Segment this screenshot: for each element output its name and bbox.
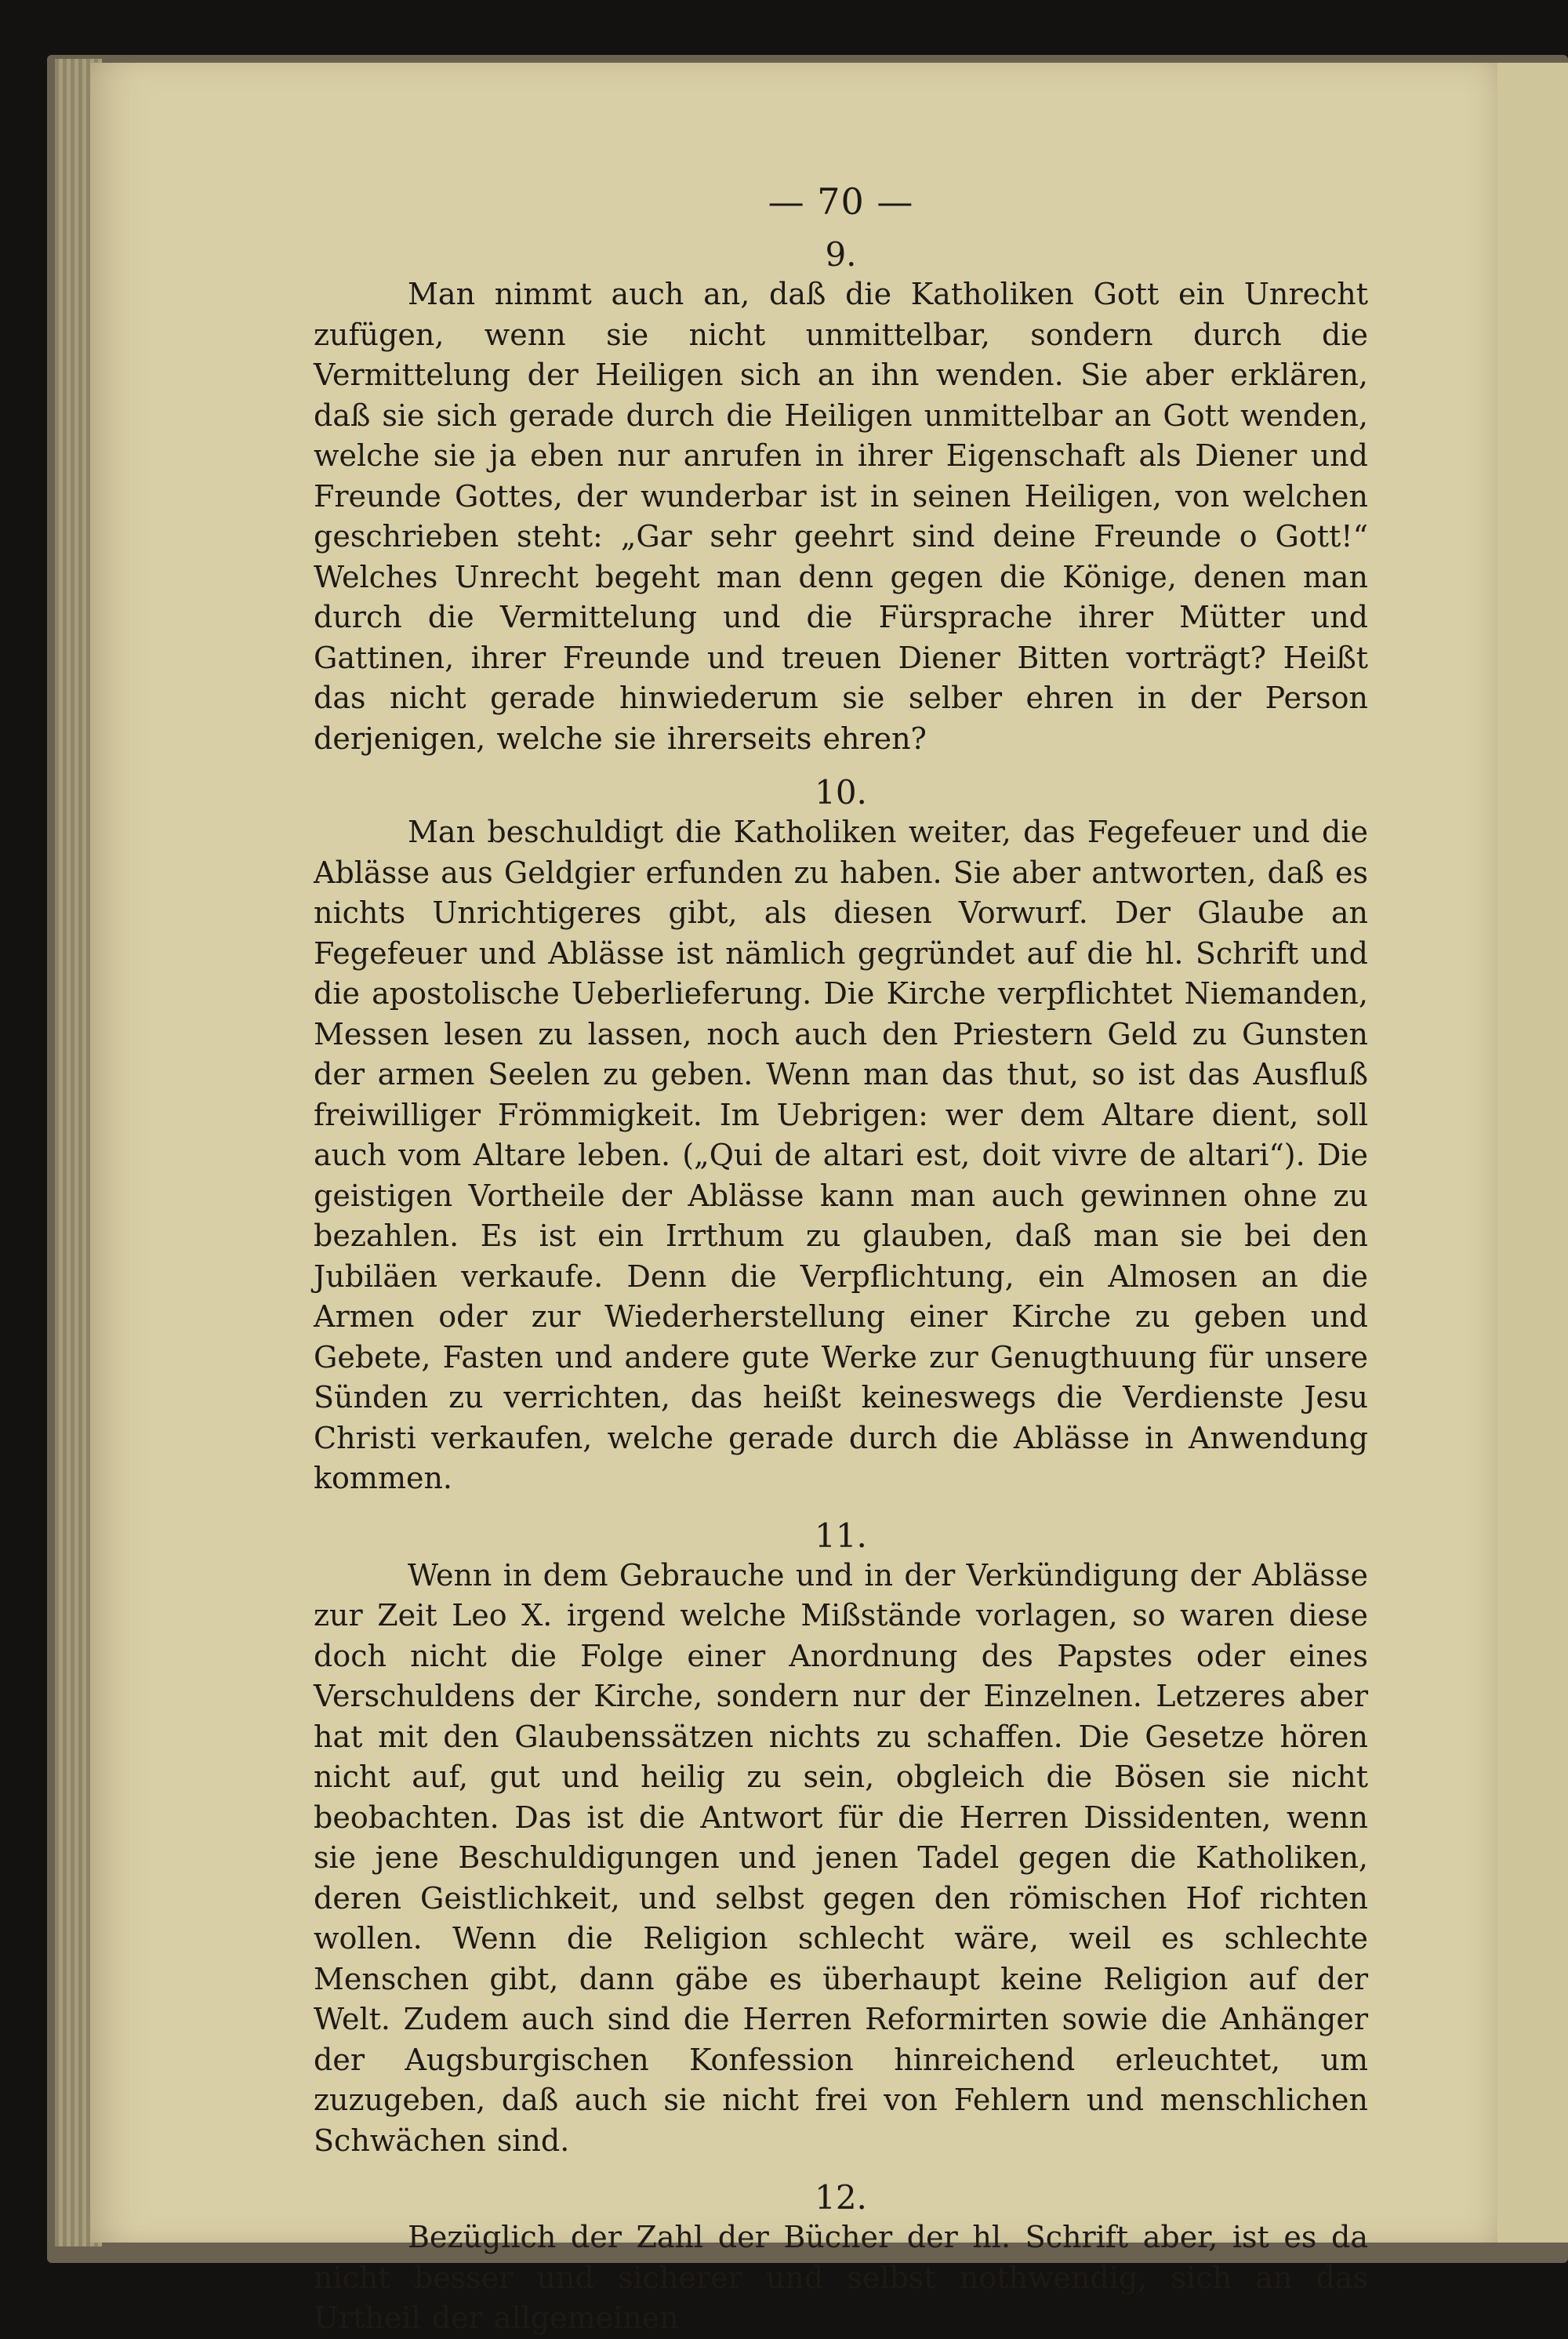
section-number-12: 12. bbox=[815, 2178, 867, 2217]
section-number-11: 11. bbox=[815, 1516, 867, 1555]
next-page-edge bbox=[1494, 63, 1568, 2243]
paragraph-section-10: Man beschuldigt die Katholiken weiter, das Fegefeuer und die Ablässe aus Geldgier erfunden zu haben. Sie aber antworten, daß es nichts Unrichtigeres gibt, als diesen Vorwurf. Der Glaube an Fegefeuer und Ablässe ist nämlich gegründet auf die hl. Schrift und die apostolische Ueberlieferung. Die Kirche verpflichtet Niemanden, Messen lesen zu lassen, noch auch den Priestern Geld zu Gunsten der armen Seelen zu geben. Wenn man das thut, so ist das Ausfluß freiwilliger Frömmigkeit. Im Uebrigen: wer dem Altare dient, soll auch vom Altare leben. („Qui de altari est, doit vivre de altari“). Die geistigen Vortheile der Ablässe kann man auch gewinnen ohne zu bezahlen. Es ist ein Irrthum zu glauben, daß man sie bei den Jubiläen verkaufe. Denn die Verpflichtung, ein Almosen an die Armen oder zur Wiederherstellung einer Kirche zu geben und Gebete, Fasten und andere gute Werke zur Genugthuung für unsere Sünden zu verrichten, das heißt keineswegs die Verdienste Jesu Christi verkaufen, welche gerade durch die Ablässe in Anwendung kommen. bbox=[314, 815, 1368, 1495]
paragraph-section-11: Wenn in dem Gebrauche und in der Verkündigung der Ablässe zur Zeit Leo X. irgend welche Mißstände vorlagen, so waren diese doch nicht die Folge einer Anordnung des Papstes oder eines Verschuldens der Kirche, sondern nur der Einzelnen. Letzeres aber hat mit den Glaubenssätzen nichts zu schaffen. Die Gesetze hören nicht auf, gut und heilig zu sein, obgleich die Bösen sie nicht beobachten. Das ist die Antwort für die Herren Dissidenten, wenn sie jene Beschuldigungen und jenen Tadel gegen die Katholiken, deren Geistlichkeit, und selbst gegen den römischen Hof richten wollen. Wenn die Religion schlecht wäre, weil es schlechte Menschen gibt, dann gäbe es überhaupt keine Religion auf der Welt. Zudem auch sind die Herren Reformirten sowie die Anhänger der Augsburgischen Konfession hinreichend erleuchtet, um zuzugeben, daß auch sie nicht frei von Fehlern und menschlichen Schwächen sind. bbox=[314, 1557, 1368, 2158]
section-number-9: 9. bbox=[825, 235, 857, 274]
section-number-10: 10. bbox=[815, 773, 867, 812]
page-content bbox=[314, 180, 1368, 2339]
paragraph-section-9: Man nimmt auch an, daß die Katholiken Gott ein Unrecht zufügen, wenn sie nicht unmittelbar, sondern durch die Vermittelung der Heiligen sich an ihn wenden. Sie aber erklären, daß sie sich gerade durch die Heiligen unmittelbar an Gott wenden, welche sie ja eben nur anrufen in ihrer Eigenschaft als Diener und Freunde Gottes, der wunderbar ist in seinen Heiligen, von welchen geschrieben steht: „Gar sehr geehrt sind deine Freunde o Gott!“ Welches Unrecht begeht man denn gegen die Könige, denen man durch die Vermittelung und die Fürsprache ihrer Mütter und Gattinen, ihrer Freunde und treuen Diener Bitten vorträgt? Heißt das nicht gerade hinwiederum sie selber ehren in der Person derjenigen, welche sie ihrerseits ehren? bbox=[314, 277, 1368, 756]
page-number: — 70 — bbox=[768, 180, 914, 223]
paragraph-section-12: Bezüglich der Zahl der Bücher der hl. Schrift aber, ist es da nicht besser und sicherer und selbst nothwendig, sich an das Urtheil der allgemeinen bbox=[314, 2220, 1368, 2335]
